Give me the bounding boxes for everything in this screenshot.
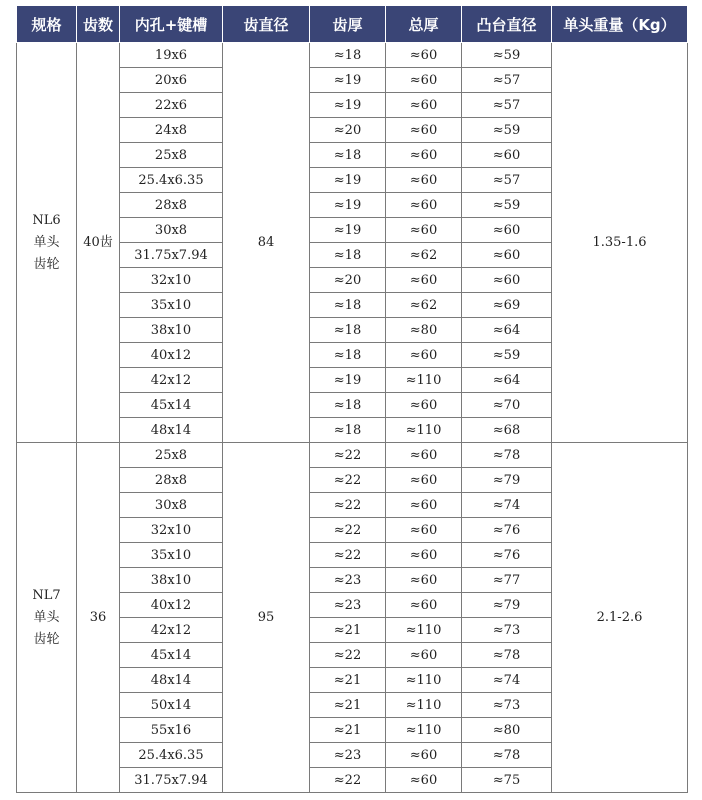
tooth-thickness-cell: ≈21: [310, 693, 386, 718]
boss-diameter-cell: ≈76: [462, 543, 552, 568]
bore-keyway-cell: 25x8: [120, 143, 223, 168]
weight-cell: 2.1-2.6: [552, 443, 688, 793]
bore-keyway-cell: 35x10: [120, 543, 223, 568]
total-thickness-cell: ≈60: [386, 543, 462, 568]
bore-keyway-cell: 42x12: [120, 368, 223, 393]
bore-keyway-cell: 25x8: [120, 443, 223, 468]
bore-keyway-cell: 35x10: [120, 293, 223, 318]
bore-keyway-cell: 40x12: [120, 343, 223, 368]
total-thickness-cell: ≈62: [386, 243, 462, 268]
boss-diameter-cell: ≈59: [462, 118, 552, 143]
boss-diameter-cell: ≈69: [462, 293, 552, 318]
boss-diameter-cell: ≈57: [462, 93, 552, 118]
header-model: 规格: [17, 6, 77, 43]
boss-diameter-cell: ≈57: [462, 68, 552, 93]
total-thickness-cell: ≈62: [386, 293, 462, 318]
bore-keyway-cell: 22x6: [120, 93, 223, 118]
tooth-thickness-cell: ≈22: [310, 518, 386, 543]
boss-diameter-cell: ≈79: [462, 468, 552, 493]
tooth-thickness-cell: ≈18: [310, 393, 386, 418]
header-tooth-thickness: 齿厚: [310, 6, 386, 43]
total-thickness-cell: ≈110: [386, 368, 462, 393]
tooth-thickness-cell: ≈23: [310, 568, 386, 593]
tooth-thickness-cell: ≈18: [310, 243, 386, 268]
tooth-thickness-cell: ≈22: [310, 443, 386, 468]
total-thickness-cell: ≈110: [386, 693, 462, 718]
model-name-line: 单头: [33, 234, 60, 250]
table-row: [17, 443, 688, 468]
boss-diameter-cell: ≈59: [462, 193, 552, 218]
header-total-thickness: 总厚: [386, 6, 462, 43]
boss-diameter-cell: ≈78: [462, 443, 552, 468]
tooth-thickness-cell: ≈23: [310, 743, 386, 768]
header-weight: 单头重量（Kg）: [552, 6, 688, 43]
boss-diameter-cell: ≈59: [462, 343, 552, 368]
model-name-line: 齿轮: [33, 631, 60, 647]
tooth-thickness-cell: ≈22: [310, 643, 386, 668]
bore-keyway-cell: 30x8: [120, 218, 223, 243]
tooth-thickness-cell: ≈18: [310, 343, 386, 368]
bore-keyway-cell: 25.4x6.35: [120, 168, 223, 193]
header-boss-diameter: 凸台直径: [462, 6, 552, 43]
teeth-cell: 36: [77, 443, 120, 793]
tooth-thickness-cell: ≈22: [310, 768, 386, 793]
tooth-thickness-cell: ≈20: [310, 268, 386, 293]
bore-keyway-cell: 24x8: [120, 118, 223, 143]
bore-keyway-cell: 42x12: [120, 618, 223, 643]
bore-keyway-cell: 40x12: [120, 593, 223, 618]
boss-diameter-cell: ≈60: [462, 243, 552, 268]
total-thickness-cell: ≈60: [386, 193, 462, 218]
header-teeth: 齿数: [77, 6, 120, 43]
boss-diameter-cell: ≈59: [462, 43, 552, 68]
boss-diameter-cell: ≈64: [462, 368, 552, 393]
tooth-thickness-cell: ≈19: [310, 218, 386, 243]
bore-keyway-cell: 31.75x7.94: [120, 768, 223, 793]
header-bore-keyway: 内孔+键槽: [120, 6, 223, 43]
bore-keyway-cell: 31.75x7.94: [120, 243, 223, 268]
tooth-thickness-cell: ≈21: [310, 718, 386, 743]
bore-keyway-cell: 45x14: [120, 393, 223, 418]
tooth-thickness-cell: ≈19: [310, 68, 386, 93]
tooth-thickness-cell: ≈19: [310, 368, 386, 393]
tooth-thickness-cell: ≈22: [310, 493, 386, 518]
table-row: [17, 43, 688, 68]
weight-cell: 1.35-1.6: [552, 43, 688, 443]
total-thickness-cell: ≈60: [386, 143, 462, 168]
tooth-thickness-cell: ≈18: [310, 143, 386, 168]
model-name-line: NL7: [32, 587, 61, 603]
bore-keyway-cell: 20x6: [120, 68, 223, 93]
model-name-line: NL6: [32, 212, 61, 228]
bore-keyway-cell: 25.4x6.35: [120, 743, 223, 768]
boss-diameter-cell: ≈73: [462, 618, 552, 643]
total-thickness-cell: ≈60: [386, 93, 462, 118]
tooth-thickness-cell: ≈18: [310, 43, 386, 68]
tooth-diameter-cell: 95: [223, 443, 310, 793]
total-thickness-cell: ≈110: [386, 618, 462, 643]
table-header-row: [17, 6, 688, 43]
tooth-thickness-cell: ≈18: [310, 318, 386, 343]
header-tooth-diameter: 齿直径: [223, 6, 310, 43]
tooth-thickness-cell: ≈19: [310, 193, 386, 218]
boss-diameter-cell: ≈60: [462, 143, 552, 168]
bore-keyway-cell: 48x14: [120, 418, 223, 443]
boss-diameter-cell: ≈60: [462, 218, 552, 243]
boss-diameter-cell: ≈60: [462, 268, 552, 293]
total-thickness-cell: ≈80: [386, 318, 462, 343]
total-thickness-cell: ≈60: [386, 118, 462, 143]
bore-keyway-cell: 38x10: [120, 568, 223, 593]
gear-spec-table: [16, 5, 688, 793]
total-thickness-cell: ≈60: [386, 743, 462, 768]
bore-keyway-cell: 45x14: [120, 643, 223, 668]
model-name-line: 齿轮: [33, 256, 60, 272]
total-thickness-cell: ≈60: [386, 218, 462, 243]
total-thickness-cell: ≈60: [386, 568, 462, 593]
total-thickness-cell: ≈60: [386, 593, 462, 618]
total-thickness-cell: ≈60: [386, 168, 462, 193]
total-thickness-cell: ≈60: [386, 443, 462, 468]
boss-diameter-cell: ≈78: [462, 743, 552, 768]
total-thickness-cell: ≈60: [386, 343, 462, 368]
tooth-thickness-cell: ≈19: [310, 168, 386, 193]
total-thickness-cell: ≈60: [386, 43, 462, 68]
boss-diameter-cell: ≈64: [462, 318, 552, 343]
total-thickness-cell: ≈110: [386, 718, 462, 743]
tooth-thickness-cell: ≈21: [310, 618, 386, 643]
bore-keyway-cell: 28x8: [120, 193, 223, 218]
bore-keyway-cell: 55x16: [120, 718, 223, 743]
boss-diameter-cell: ≈78: [462, 643, 552, 668]
total-thickness-cell: ≈110: [386, 668, 462, 693]
total-thickness-cell: ≈110: [386, 418, 462, 443]
bore-keyway-cell: 32x10: [120, 518, 223, 543]
total-thickness-cell: ≈60: [386, 268, 462, 293]
tooth-thickness-cell: ≈18: [310, 418, 386, 443]
tooth-thickness-cell: ≈23: [310, 593, 386, 618]
total-thickness-cell: ≈60: [386, 768, 462, 793]
tooth-thickness-cell: ≈18: [310, 293, 386, 318]
boss-diameter-cell: ≈74: [462, 493, 552, 518]
boss-diameter-cell: ≈79: [462, 593, 552, 618]
total-thickness-cell: ≈60: [386, 68, 462, 93]
boss-diameter-cell: ≈80: [462, 718, 552, 743]
model-cell: [17, 443, 77, 793]
tooth-thickness-cell: ≈21: [310, 668, 386, 693]
bore-keyway-cell: 28x8: [120, 468, 223, 493]
bore-keyway-cell: 32x10: [120, 268, 223, 293]
boss-diameter-cell: ≈74: [462, 668, 552, 693]
tooth-thickness-cell: ≈19: [310, 93, 386, 118]
tooth-thickness-cell: ≈22: [310, 543, 386, 568]
total-thickness-cell: ≈60: [386, 468, 462, 493]
boss-diameter-cell: ≈75: [462, 768, 552, 793]
bore-keyway-cell: 19x6: [120, 43, 223, 68]
bore-keyway-cell: 50x14: [120, 693, 223, 718]
model-name-line: 单头: [33, 609, 60, 625]
model-cell: [17, 43, 77, 443]
bore-keyway-cell: 48x14: [120, 668, 223, 693]
table-body: [17, 43, 688, 793]
tooth-thickness-cell: ≈22: [310, 468, 386, 493]
boss-diameter-cell: ≈73: [462, 693, 552, 718]
teeth-cell: 40齿: [77, 43, 120, 443]
boss-diameter-cell: ≈77: [462, 568, 552, 593]
boss-diameter-cell: ≈57: [462, 168, 552, 193]
tooth-thickness-cell: ≈20: [310, 118, 386, 143]
total-thickness-cell: ≈60: [386, 493, 462, 518]
boss-diameter-cell: ≈70: [462, 393, 552, 418]
boss-diameter-cell: ≈68: [462, 418, 552, 443]
total-thickness-cell: ≈60: [386, 518, 462, 543]
bore-keyway-cell: 38x10: [120, 318, 223, 343]
boss-diameter-cell: ≈76: [462, 518, 552, 543]
total-thickness-cell: ≈60: [386, 393, 462, 418]
tooth-diameter-cell: 84: [223, 43, 310, 443]
total-thickness-cell: ≈60: [386, 643, 462, 668]
bore-keyway-cell: 30x8: [120, 493, 223, 518]
